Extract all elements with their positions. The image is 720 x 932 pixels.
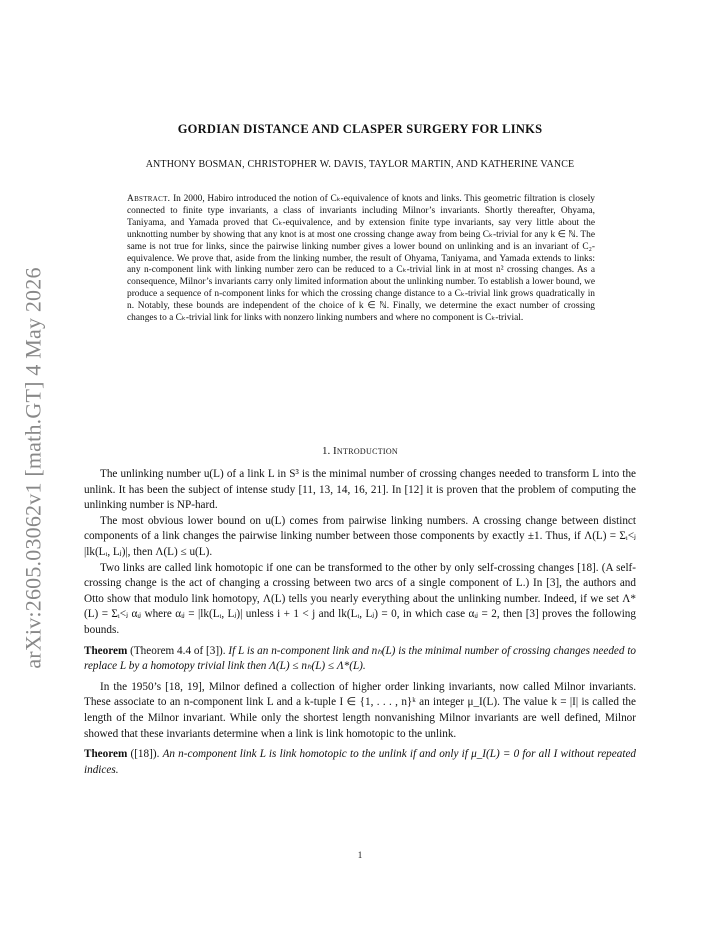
arxiv-identifier: arXiv:2605.03062v1 [math.GT] 4 May 2026 bbox=[21, 267, 46, 669]
theorem-statement: An n-component link L is link homotopic to the unlink if and only if μ_I(L) = 0 for all I without repeated indices. bbox=[84, 748, 636, 776]
paragraph: Two links are called link homotopic if one can be transformed to the other by only self-crossing changes [18]. (A self-crossing change is the act of changing a crossing between two arcs of a single component of L.) In [3], the authors and Otto show that modulo link homotopy, Λ(L) tells you nearly everything about the unlinking number. Indeed, if we set Λ*(L) = Σᵢ<ⱼ αᵢⱼ where αᵢⱼ = |lk(Lᵢ, Lⱼ)| unless i + 1 < j and lk(Lᵢ, Lⱼ) = 0, in which case αᵢⱼ = 2, then [3] proves the following bounds. bbox=[84, 561, 636, 636]
theorem-block bbox=[84, 644, 636, 675]
theorem-statement: If L is an n-component link and nₕ(L) is the minimal number of crossing changes needed to replace L by a homotopy trivial link then Λ(L) ≤ nₕ(L) ≤ Λ*(L). bbox=[84, 644, 637, 673]
body-text bbox=[84, 467, 636, 783]
theorem-label: Theorem bbox=[84, 748, 128, 761]
paper-authors: ANTHONY BOSMAN, CHRISTOPHER W. DAVIS, TAYLOR MARTIN, AND KATHERINE VANCE bbox=[145, 159, 575, 170]
section-heading bbox=[84, 445, 636, 457]
abstract-text: In 2000, Habiro introduced the notion of Cₖ-equivalence of knots and links. This geometric filtration is closely connected to finite type invariants, a class of invariants including Milnor’s invariants. Shortly thereafter, Ohyama, Taniyama, and Yamada proved that Cₖ-equivalence, and by extension finite type invariants, say very little about the unknotting number by showing that any knot is at most one crossing change away from being Cₖ-trivial for any k ∈ ℕ. The same is not true for links, since the pairwise linking number gives a lower bound on unlinking and is an invariant of C₂-equivalence. We prove that, aside from the linking number, the result of Ohyama, Taniyama, and Yamada extends to links: any n-component link with linking number zero can be reduced to a Cₖ-trivial link in at most n² crossing changes. As a consequence, Milnor’s invariants carry only limited information about the unlinking number. To establish a lower bound, we produce a sequence of n-component links for which the crossing change distance to a Cₖ-trivial link grows quadratically in n. Notably, these bounds are independent of the choice of k ∈ ℕ. Finally, we determine the exact number of crossing changes to a Cₖ-trivial link for links with nonzero linking numbers and where no component is Cₖ-trivial. bbox=[127, 194, 595, 324]
theorem-reference: (Theorem 4.4 of [3]). bbox=[130, 644, 226, 657]
theorem-reference: ([18]). bbox=[130, 748, 160, 761]
page-number: 1 bbox=[357, 850, 363, 860]
paragraph: The unlinking number u(L) of a link L in S³ is the minimal number of crossing changes needed to transform L into the unlink. It has been the subject of intense study [11, 13, 14, 16, 21]. In [12] it is proven that the problem of computing the unlinking number is NP-hard. bbox=[84, 468, 636, 512]
theorem-block bbox=[84, 747, 636, 778]
abstract bbox=[127, 194, 595, 325]
paper-title: GORDIAN DISTANCE AND CLASPER SURGERY FOR LINKS bbox=[177, 122, 543, 136]
theorem-label: Theorem bbox=[84, 644, 128, 657]
abstract-label: Abstract. bbox=[127, 194, 171, 204]
paragraph: In the 1950’s [18, 19], Milnor defined a collection of higher order linking invariants, now called Milnor invariants. These associate to an n-component link L and a k-tuple I ∈ {1, . . . , n}ᵏ an integer μ_I(L). The value k = |I| is called the length of the Milnor invariant. While only the shortest length nonvanishing Milnor invariants are well defined, Milnor showed that these invariants determine when a link is link homotopic to the unlink. bbox=[84, 680, 636, 740]
arxiv-margin-stamp bbox=[14, 248, 54, 688]
section-number: 1. bbox=[321, 445, 331, 457]
paragraph: The most obvious lower bound on u(L) comes from pairwise linking numbers. A crossing change between distinct components of a link changes the pairwise linking number between those components by exactly ±1. Thus, if Λ(L) = Σᵢ<ⱼ |lk(Lᵢ, Lⱼ)|, then Λ(L) ≤ u(L). bbox=[84, 514, 636, 558]
section-title: Introduction bbox=[332, 445, 399, 457]
